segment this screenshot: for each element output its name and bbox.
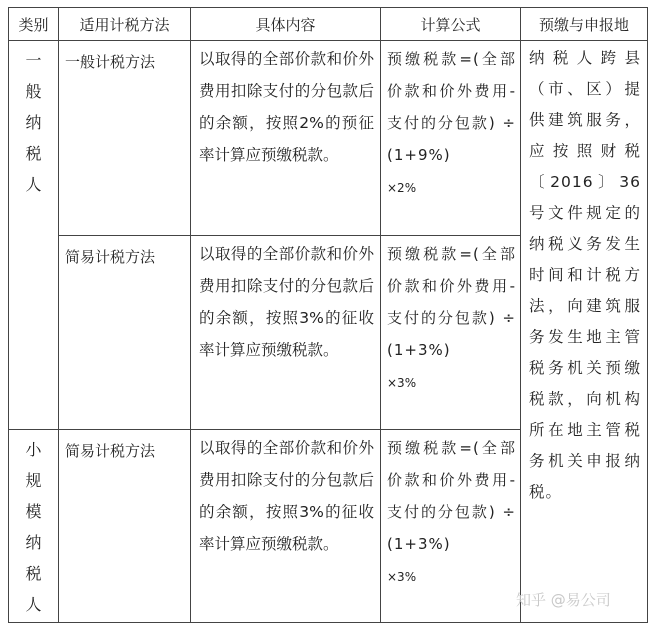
formula-tail: ×3%: [387, 570, 417, 584]
category-small-scale-taxpayer: [9, 430, 59, 623]
formula-tail: ×2%: [387, 181, 417, 195]
table-row: [9, 41, 648, 236]
category-char: 规: [25, 471, 42, 490]
formula-main: 预缴税款=(全部价款和价外费用-支付的分包款) ÷ (1+9%): [387, 50, 516, 164]
method-cell: 简易计税方法: [59, 430, 191, 623]
category-char: 税: [25, 144, 42, 163]
watermark: 知乎 @易公司: [516, 591, 611, 609]
formula-tail: ×3%: [387, 376, 417, 390]
category-char: 纳: [25, 533, 42, 552]
header-category: 类别: [9, 8, 59, 41]
category-char: 模: [25, 502, 42, 521]
content-cell: 以取得的全部价款和价外费用扣除支付的分包款后的余额，按照3%的征收率计算应预缴税款。: [191, 430, 381, 623]
header-method: 适用计税方法: [59, 8, 191, 41]
category-char: 一: [25, 51, 42, 70]
header-deposit-location: 预缴与申报地: [521, 8, 648, 41]
header-content: 具体内容: [191, 8, 381, 41]
formula-cell: [381, 236, 521, 430]
header-formula: 计算公式: [381, 8, 521, 41]
deposit-location-cell: 纳税人跨县（市、区）提供建筑服务，应按照财税〔2016〕36号文件规定的纳税义务发生时间和计税方法，向建筑服务发生地主管税务机关预缴税款，向机构所在地主管税务机关申报纳税。: [521, 41, 648, 623]
category-char: 人: [25, 595, 42, 614]
content-cell: 以取得的全部价款和价外费用扣除支付的分包款后的余额，按照3%的征收率计算应预缴税款。: [191, 236, 381, 430]
category-char: 小: [25, 440, 42, 459]
formula-cell: [381, 41, 521, 236]
table-header-row: [9, 8, 648, 41]
category-char: 纳: [25, 113, 42, 132]
category-char: 税: [25, 564, 42, 583]
category-general-taxpayer: [9, 41, 59, 430]
category-char: 人: [25, 175, 42, 194]
formula-cell: [381, 430, 521, 623]
formula-main: 预缴税款=(全部价款和价外费用-支付的分包款) ÷ (1+3%): [387, 439, 516, 553]
tax-prepayment-table: [8, 7, 648, 623]
formula-main: 预缴税款=(全部价款和价外费用-支付的分包款) ÷ (1+3%): [387, 245, 516, 359]
method-cell: 一般计税方法: [59, 41, 191, 236]
method-cell: 简易计税方法: [59, 236, 191, 430]
content-cell: 以取得的全部价款和价外费用扣除支付的分包款后的余额，按照2%的预征率计算应预缴税款。: [191, 41, 381, 236]
category-char: 般: [25, 82, 42, 101]
